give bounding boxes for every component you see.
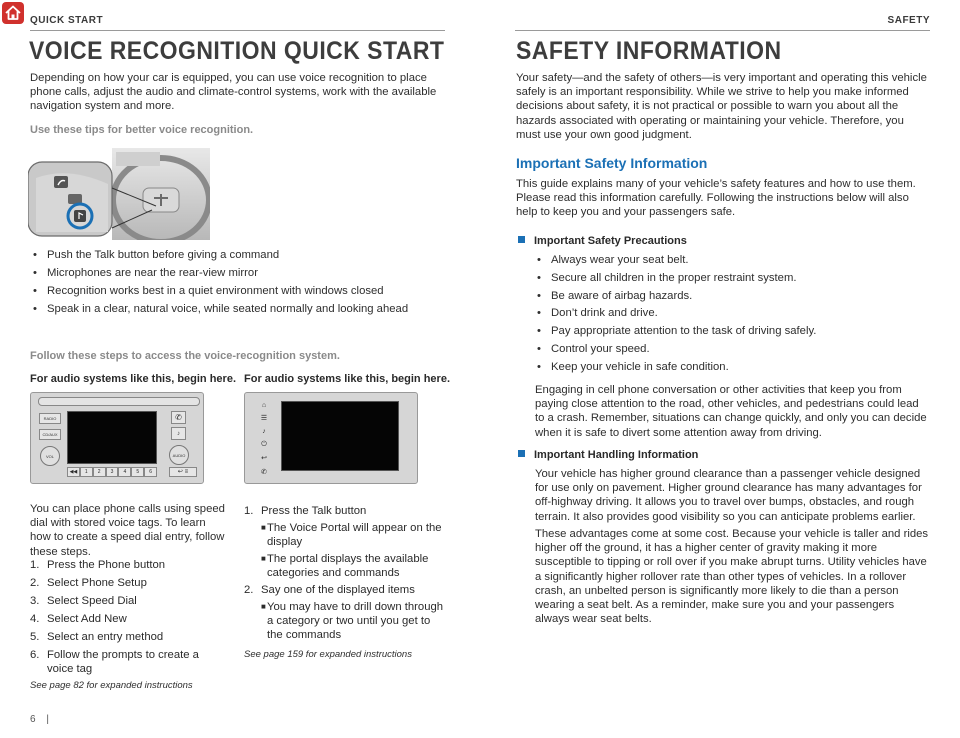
step-text: Select Phone Setup <box>47 577 147 589</box>
col1-steps <box>30 558 225 676</box>
precautions-heading-text: Important Safety Precautions <box>534 235 687 247</box>
precautions-heading <box>518 235 687 247</box>
step-number: 1. <box>244 505 254 517</box>
tip-item: • Speak in a clear, natural voice, while seated normally and looking ahead <box>30 302 442 316</box>
step-number: 4. <box>30 613 40 625</box>
handling-paragraph-2: These advantages come at some cost. Because your vehicle is taller and rides higher off the ground, it has a higher center of gravity making it more susceptible to tipping or roll over if you make abrupt turns. Utility vehicles have a significantly higher rollover rate than other types of vehicles. In a rollover crash, an unbelted person is significantly more likely to die than a person wearing a seat belt. As a reminder, make sure you and your passengers always wear seat belts. <box>535 528 929 626</box>
sub-bullet <box>244 521 444 549</box>
handling-heading-text: Important Handling Information <box>534 449 699 461</box>
phone-button-icon: ✆ <box>261 469 267 477</box>
right-header-rule <box>515 30 930 31</box>
preset-button: 2 <box>93 467 106 477</box>
step-item <box>244 583 444 597</box>
precaution-item: • Secure all children in the proper restraint system. <box>534 271 929 285</box>
preset-button: 1 <box>80 467 93 477</box>
col2-heading: For audio systems like this, begin here. <box>244 373 451 385</box>
col1-see-page: See page 82 for expanded instructions <box>30 680 193 691</box>
back-icon: ↩ ≡ <box>169 467 197 477</box>
volume-button-icon: ♪ <box>262 428 266 436</box>
left-page-number <box>30 714 49 725</box>
phone-icon: ✆ <box>171 411 186 424</box>
eject-button <box>38 397 200 406</box>
square-bullet-icon <box>518 236 525 243</box>
handling-paragraph-1: Your vehicle has higher ground clearance than a passenger vehicle designed for use only on pavement. Higher ground clearance has many advantages for off-highway driving. It allows you to travel over bumps, obstacles, and rough terrain. It also provides good visibility so you can anticipate problems earlier. <box>535 468 922 523</box>
precaution-item: • Pay appropriate attention to the task of driving safely. <box>534 324 929 338</box>
precautions-list <box>534 253 929 374</box>
touchscreen-display <box>281 401 399 471</box>
step-text: Say one of the displayed items <box>261 584 415 596</box>
guide-text: This guide explains many of your vehicle’s safety features and how to use them. Please read this information carefully. Following the instructions below will also help to keep you and your passengers safe. <box>516 178 916 219</box>
tip-item: • Microphones are near the rear-view mirror <box>30 266 442 280</box>
precaution-item: • Always wear your seat belt. <box>534 253 929 267</box>
volume-knob: VOL <box>40 446 60 466</box>
right-page-title: SAFETY INFORMATION <box>516 37 782 65</box>
precaution-item: • Don’t drink and drive. <box>534 306 929 320</box>
step-item <box>30 558 225 572</box>
preset-button: 3 <box>106 467 119 477</box>
precaution-item: • Control your speed. <box>534 342 929 356</box>
step-item <box>30 576 225 590</box>
safety-intro: Your safety—and the safety of others—is very important and operating this vehicle safely is an important responsibility. While we strive to help you make informed decisions about safety, it is not practical or possible to warn you about all the hazards associated with operating or maintaining your vehicle. Therefore, you must use your own good judgment. <box>516 72 927 141</box>
tip-item: • Push the Talk button before giving a command <box>30 248 442 262</box>
col2-see-page: See page 159 for expanded instructions <box>244 649 412 660</box>
home-button-icon: ⌂ <box>261 401 267 409</box>
precaution-item: • Be aware of airbag hazards. <box>534 289 929 303</box>
col1-intro: You can place phone calls using speed dial with stored voice tags. To learn how to create a speed dial entry, follow these steps. <box>30 503 225 558</box>
audio-unit-illustration <box>30 392 204 484</box>
menu-button-icon: ☰ <box>260 415 268 423</box>
step-item <box>244 504 444 518</box>
sub-bullet-text: The Voice Portal will appear on the display <box>267 522 442 548</box>
left-intro: Depending on how your car is equipped, you can use voice recognition to place phone calls, adjust the audio and climate-control systems, work with the available navigation system and more. <box>30 72 437 113</box>
square-bullet-icon <box>518 450 525 457</box>
sub-bullet-text: The portal displays the available categories and commands <box>267 553 429 579</box>
audio-knob: AUDIO <box>169 445 189 465</box>
col1-heading: For audio systems like this, begin here. <box>30 373 237 385</box>
page-number: 6 <box>30 714 36 725</box>
step-text: Press the Talk button <box>261 505 367 517</box>
step-number: 2. <box>244 584 254 596</box>
step-text: Select an entry method <box>47 631 164 643</box>
step-item <box>30 612 225 626</box>
steps-heading: Follow these steps to access the voice-recognition system. <box>30 350 340 362</box>
cd-aux-button: CD/AUX <box>39 429 61 440</box>
home-icon[interactable] <box>2 2 24 24</box>
seek-back-icon: ◀◀ <box>67 467 80 477</box>
preset-button: 4 <box>118 467 131 477</box>
step-number: 6. <box>30 649 40 661</box>
col2-steps <box>244 504 444 642</box>
step-item <box>30 594 225 608</box>
sub-bullet-text: You may have to drill down through a category or two until you get to the commands <box>267 601 444 641</box>
tips-list <box>30 248 442 316</box>
page-separator: | <box>46 714 49 725</box>
sub-bullet <box>244 600 444 642</box>
preset-button: 5 <box>131 467 144 477</box>
step-item <box>30 648 200 676</box>
precaution-item: • Keep your vehicle in safe condition. <box>534 360 929 374</box>
step-number: 1. <box>30 559 40 571</box>
preset-buttons <box>67 467 157 477</box>
left-running-header: QUICK START <box>30 15 104 26</box>
left-page-title: VOICE RECOGNITION QUICK START <box>29 37 445 65</box>
cellphone-paragraph: Engaging in cell phone conversation or other activities that keep you from paying close attention to the road, other vehicles, and pedestrians could lead to a crash. Remember, situations can change quickly, and only you can decide when it is safe to divert some attention away from driving. <box>535 384 927 439</box>
step-number: 5. <box>30 631 40 643</box>
side-buttons <box>253 399 275 479</box>
handling-heading <box>518 449 698 461</box>
step-number: 3. <box>30 595 40 607</box>
preset-button: 6 <box>144 467 157 477</box>
step-item <box>30 630 225 644</box>
step-text: Follow the prompts to create a voice tag <box>47 649 199 675</box>
square-bullet-icon: ■ <box>261 602 266 611</box>
tips-heading: Use these tips for better voice recognition. <box>30 124 254 136</box>
sub-bullet <box>244 552 444 580</box>
talk-icon: ♪ <box>171 427 186 440</box>
right-running-header: SAFETY <box>887 15 930 26</box>
step-text: Select Speed Dial <box>47 595 137 607</box>
radio-button: RADIO <box>39 413 61 424</box>
audio-display <box>67 411 157 464</box>
left-header-rule <box>30 30 445 31</box>
square-bullet-icon: ■ <box>261 523 266 532</box>
step-text: Press the Phone button <box>47 559 166 571</box>
tip-item: • Recognition works best in a quiet environment with windows closed <box>30 284 442 298</box>
back-button-icon: ↩ <box>261 455 267 463</box>
step-number: 2. <box>30 577 40 589</box>
touchscreen-unit-illustration <box>244 392 418 484</box>
steering-wheel-illustration <box>28 148 210 240</box>
important-safety-heading: Important Safety Information <box>516 155 708 171</box>
square-bullet-icon: ■ <box>261 554 266 563</box>
step-text: Select Add New <box>47 613 127 625</box>
power-button-icon: ⏻ <box>261 440 267 448</box>
